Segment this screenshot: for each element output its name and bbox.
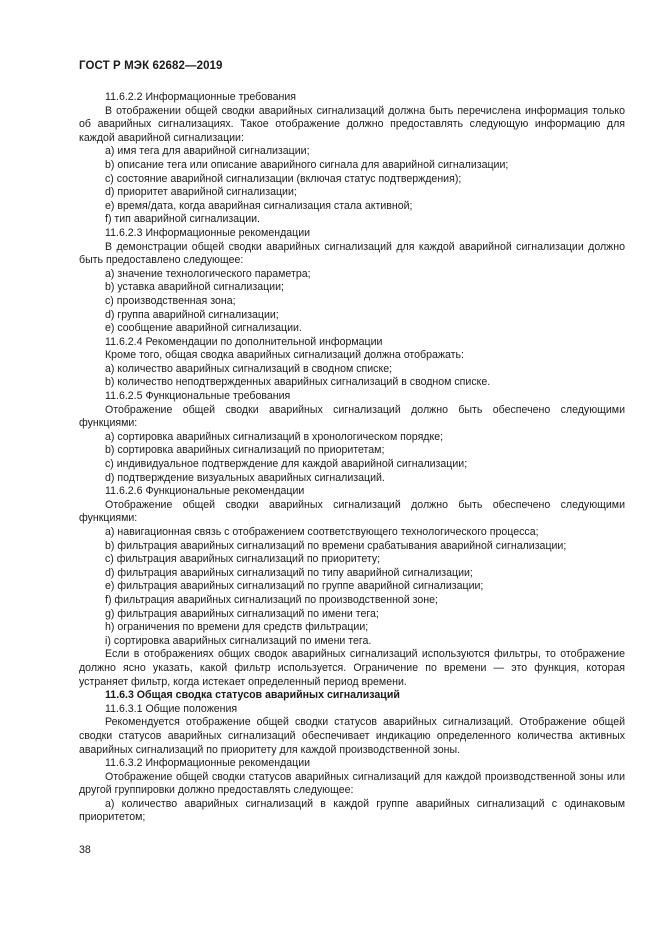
paragraph: 11.6.2.3 Информационные рекомендации (105, 226, 311, 239)
paragraph: с) индивидуальное подтверждение для каждой аварийной сигнализации; (105, 458, 468, 471)
paragraph: 11.6.3 Общая сводка статусов аварийных сигнализаций (105, 689, 400, 702)
paragraph: а) значение технологического параметра; (105, 267, 311, 280)
paragraph: е) фильтрация аварийных сигнализаций по группе аварийной сигнализации; (105, 580, 484, 593)
paragraph: с) производственная зона; (105, 294, 236, 307)
paragraph: 11.6.2.2 Информационные требования (105, 91, 296, 103)
paragraph: i) сортировка аварийных сигнализаций по имени тега. (105, 634, 372, 647)
paragraph: а) имя тега для аварийной сигнализации; (105, 145, 310, 158)
paragraph: d) группа аварийной сигнализации; (105, 308, 279, 321)
page-number: 38 (79, 844, 91, 856)
paragraph: 11.6.2.5 Функциональные требования (105, 390, 291, 403)
paragraph: h) ограничения по времени для средств фильтрации; (105, 621, 369, 634)
paragraph: b) фильтрация аварийных сигнализаций по времени срабатывания аварийной сигнализации; (105, 539, 567, 552)
paragraph: b) сортировка аварийных сигнализаций по приоритетам; (105, 444, 385, 457)
paragraph: а) количество аварийных сигнализаций в каждой группе аварийных сигнализаций с одинаковым приоритетом; (79, 797, 625, 824)
paragraph: 11.6.2.4 Рекомендации по дополнительной информации (105, 335, 383, 348)
paragraph: Отображение общей сводки аварийных сигнализаций должно быть обеспечено следующими функциями: (79, 498, 625, 525)
paragraph: b) количество неподтвержденных аварийных сигнализаций в сводном списке. (105, 376, 491, 389)
paragraph: 11.6.3.2 Информационные рекомендации (105, 757, 311, 770)
paragraph: f) тип аварийной сигнализации. (105, 213, 261, 226)
paragraph: е) сообщение аварийной сигнализации. (105, 322, 302, 335)
paragraph: В демонстрации общей сводки аварийных сигнализаций для каждой аварийной сигнализации должно быть предоставлено следующее: (79, 240, 625, 267)
paragraph: е) время/дата, когда аварийная сигнализация стала активной; (105, 199, 413, 212)
paragraph: Отображение общей сводки аварийных сигнализаций должно быть обеспечено следующими функциями: (79, 403, 625, 430)
paragraph: а) навигационная связь с отображением соответствующего технологического процесса; (105, 526, 539, 538)
paragraph: а) сортировка аварийных сигнализаций в хронологическом порядке; (105, 430, 444, 443)
paragraph: f) фильтрация аварийных сигнализаций по производственной зоне; (105, 593, 438, 606)
paragraph: b) уставка аварийной сигнализации; (105, 281, 284, 294)
paragraph: а) количество аварийных сигнализаций в сводном списке; (105, 362, 393, 375)
paragraph: d) подтверждение визуальных аварийных сигнализаций. (105, 471, 385, 484)
paragraph: Отображение общей сводки статусов аварийных сигнализаций для каждой производственной зоны или другой группировки должно предоставлять следующее: (79, 770, 625, 797)
paragraph: Рекомендуется отображение общей сводки статусов аварийных сигнализаций. Отображение общей сводки статусов аварийных сигнализаций обеспечивает индикацию определенного количества активных аварийных сигнализаций по приоритету для каждой производственной зоны. (79, 716, 625, 756)
paragraph: d) приоритет аварийной сигнализации; (105, 186, 297, 199)
paragraph: с) фильтрация аварийных сигнализаций по приоритету; (105, 553, 381, 566)
paragraph: 11.6.2.6 Функциональные рекомендации (105, 485, 305, 498)
paragraph: 11.6.3.1 Общие положения (105, 702, 238, 715)
document-body (79, 91, 625, 825)
document-header: ГОСТ Р МЭК 62682—2019 (79, 60, 223, 72)
paragraph: d) фильтрация аварийных сигнализаций по типу аварийной сигнализации; (105, 566, 473, 579)
paragraph: g) фильтрация аварийных сигнализаций по имени тега; (105, 607, 379, 620)
paragraph: Кроме того, общая сводка аварийных сигнализаций должна отображать: (105, 349, 464, 362)
paragraph: с) состояние аварийной сигнализации (включая статус подтверждения); (105, 172, 462, 185)
paragraph: В отображении общей сводки аварийных сигнализаций должна быть перечислена информация только об аварийных сигнализациях. Такое отображение должно предоставлять следующую информацию для каждой аварийной сигнализации: (79, 104, 625, 144)
paragraph: Если в отображениях общих сводок аварийных сигнализаций используются фильтры, то отображение должно ясно указать, какой фильтр используется. Ограничение по времени — это функция, которая устраняет фильтр, когда истекает определенный период времени. (79, 648, 625, 688)
paragraph: b) описание тега или описание аварийного сигнала для аварийной сигнализации; (105, 158, 509, 171)
